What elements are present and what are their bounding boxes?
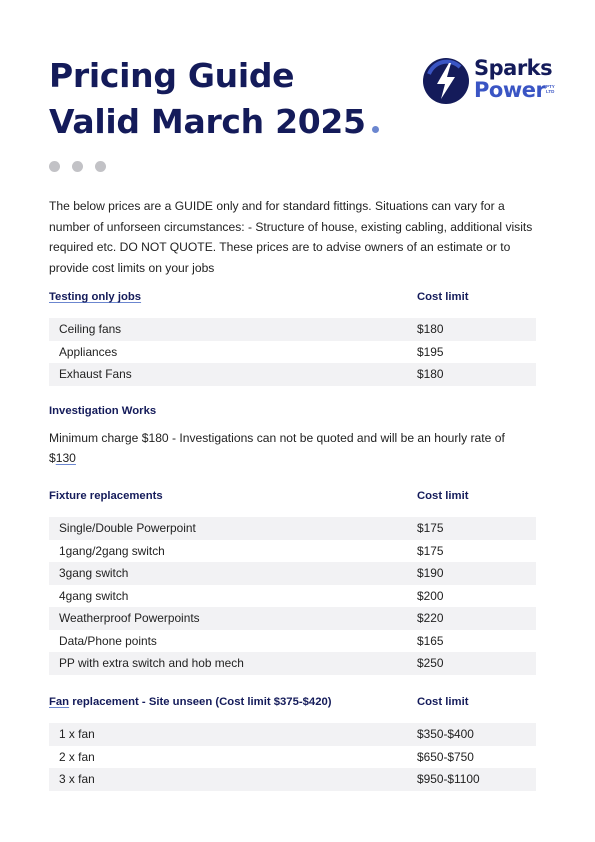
row-price: $180 bbox=[417, 367, 444, 382]
fixtures-section bbox=[49, 490, 536, 675]
investigation-section bbox=[49, 405, 536, 468]
row-label: 3gang switch bbox=[59, 566, 129, 581]
row-price: $190 bbox=[417, 566, 444, 581]
testing-section bbox=[49, 291, 536, 386]
row-label: 4gang switch bbox=[59, 588, 129, 603]
row-price: $250 bbox=[417, 656, 444, 671]
table-row bbox=[49, 318, 536, 341]
row-price: $650-$750 bbox=[417, 749, 474, 764]
row-price: $220 bbox=[417, 611, 444, 626]
row-price: $165 bbox=[417, 633, 444, 648]
investigation-text-main: Minimum charge $180 - Investigations can not be quoted and will be an hourly rate of $ bbox=[49, 431, 505, 465]
row-price: $195 bbox=[417, 344, 444, 359]
table-row bbox=[49, 363, 536, 386]
fans-header bbox=[49, 696, 536, 718]
fans-table bbox=[49, 723, 536, 791]
title-accent-dot bbox=[372, 126, 379, 133]
testing-header bbox=[49, 291, 536, 313]
row-price: $350-$400 bbox=[417, 727, 474, 742]
fixtures-cost-label: Cost limit bbox=[417, 490, 469, 502]
logo-word-power: Power bbox=[474, 78, 546, 102]
decorative-dot bbox=[95, 161, 106, 172]
row-price: $175 bbox=[417, 521, 444, 536]
row-label: Appliances bbox=[59, 344, 118, 359]
fans-section bbox=[49, 696, 536, 791]
title-line-2 bbox=[49, 99, 379, 145]
row-price: $175 bbox=[417, 543, 444, 558]
decorative-dots bbox=[49, 161, 106, 172]
fixtures-header bbox=[49, 490, 536, 512]
title-line-1: Pricing Guide bbox=[49, 56, 295, 95]
table-row bbox=[49, 540, 536, 563]
lightning-bolt-logo-icon bbox=[420, 54, 472, 106]
decorative-dot bbox=[72, 161, 83, 172]
logo-wordmark bbox=[474, 57, 552, 101]
row-price: $200 bbox=[417, 588, 444, 603]
row-label: PP with extra switch and hob mech bbox=[59, 656, 244, 671]
sparks-power-logo bbox=[420, 54, 560, 108]
row-label: 1gang/2gang switch bbox=[59, 543, 165, 558]
fixtures-table bbox=[49, 517, 536, 675]
row-price: $950-$1100 bbox=[417, 772, 480, 787]
row-label: Weatherproof Powerpoints bbox=[59, 611, 200, 626]
decorative-dot bbox=[49, 161, 60, 172]
investigation-heading: Investigation Works bbox=[49, 405, 157, 417]
logo-pty-ltd: PTY LTD bbox=[546, 84, 555, 94]
table-row bbox=[49, 652, 536, 675]
table-row bbox=[49, 746, 536, 769]
fans-heading-first: Fan bbox=[49, 696, 70, 708]
intro-paragraph: The below prices are a GUIDE only and for standard fittings. Situations can vary for a number of unforseen circumstances: - Structure of house, existing cabling, additional visits required etc. DO NOT QUOTE. These prices are to advise owners of an estimate or to provide cost limits on your jobs bbox=[49, 199, 533, 275]
fixtures-heading: Fixture replacements bbox=[49, 490, 163, 502]
investigation-header bbox=[49, 405, 536, 427]
fans-heading bbox=[49, 696, 332, 708]
fans-cost-label: Cost limit bbox=[417, 696, 469, 708]
investigation-text bbox=[49, 429, 509, 468]
table-row bbox=[49, 723, 536, 746]
table-row bbox=[49, 607, 536, 630]
fans-heading-rest: replacement - Site unseen (Cost limit $375-$420) bbox=[69, 696, 332, 708]
logo-word-sparks: Sparks bbox=[474, 56, 553, 80]
row-label: 3 x fan bbox=[59, 772, 95, 787]
investigation-hourly-rate: 130 bbox=[55, 450, 76, 465]
row-label: Single/Double Powerpoint bbox=[59, 521, 196, 536]
row-label: 1 x fan bbox=[59, 727, 95, 742]
testing-cost-label: Cost limit bbox=[417, 291, 469, 303]
row-label: Exhaust Fans bbox=[59, 367, 132, 382]
table-row bbox=[49, 562, 536, 585]
row-price: $180 bbox=[417, 322, 444, 337]
testing-heading: Testing only jobs bbox=[49, 291, 142, 303]
table-row bbox=[49, 341, 536, 364]
testing-table bbox=[49, 318, 536, 386]
table-row bbox=[49, 585, 536, 608]
row-label: 2 x fan bbox=[59, 749, 95, 764]
row-label: Ceiling fans bbox=[59, 322, 122, 337]
title-line-2-text: Valid March 2025 bbox=[49, 102, 366, 141]
table-row bbox=[49, 768, 536, 791]
table-row bbox=[49, 630, 536, 653]
row-label: Data/Phone points bbox=[59, 633, 157, 648]
table-row bbox=[49, 517, 536, 540]
page-title bbox=[49, 53, 379, 145]
